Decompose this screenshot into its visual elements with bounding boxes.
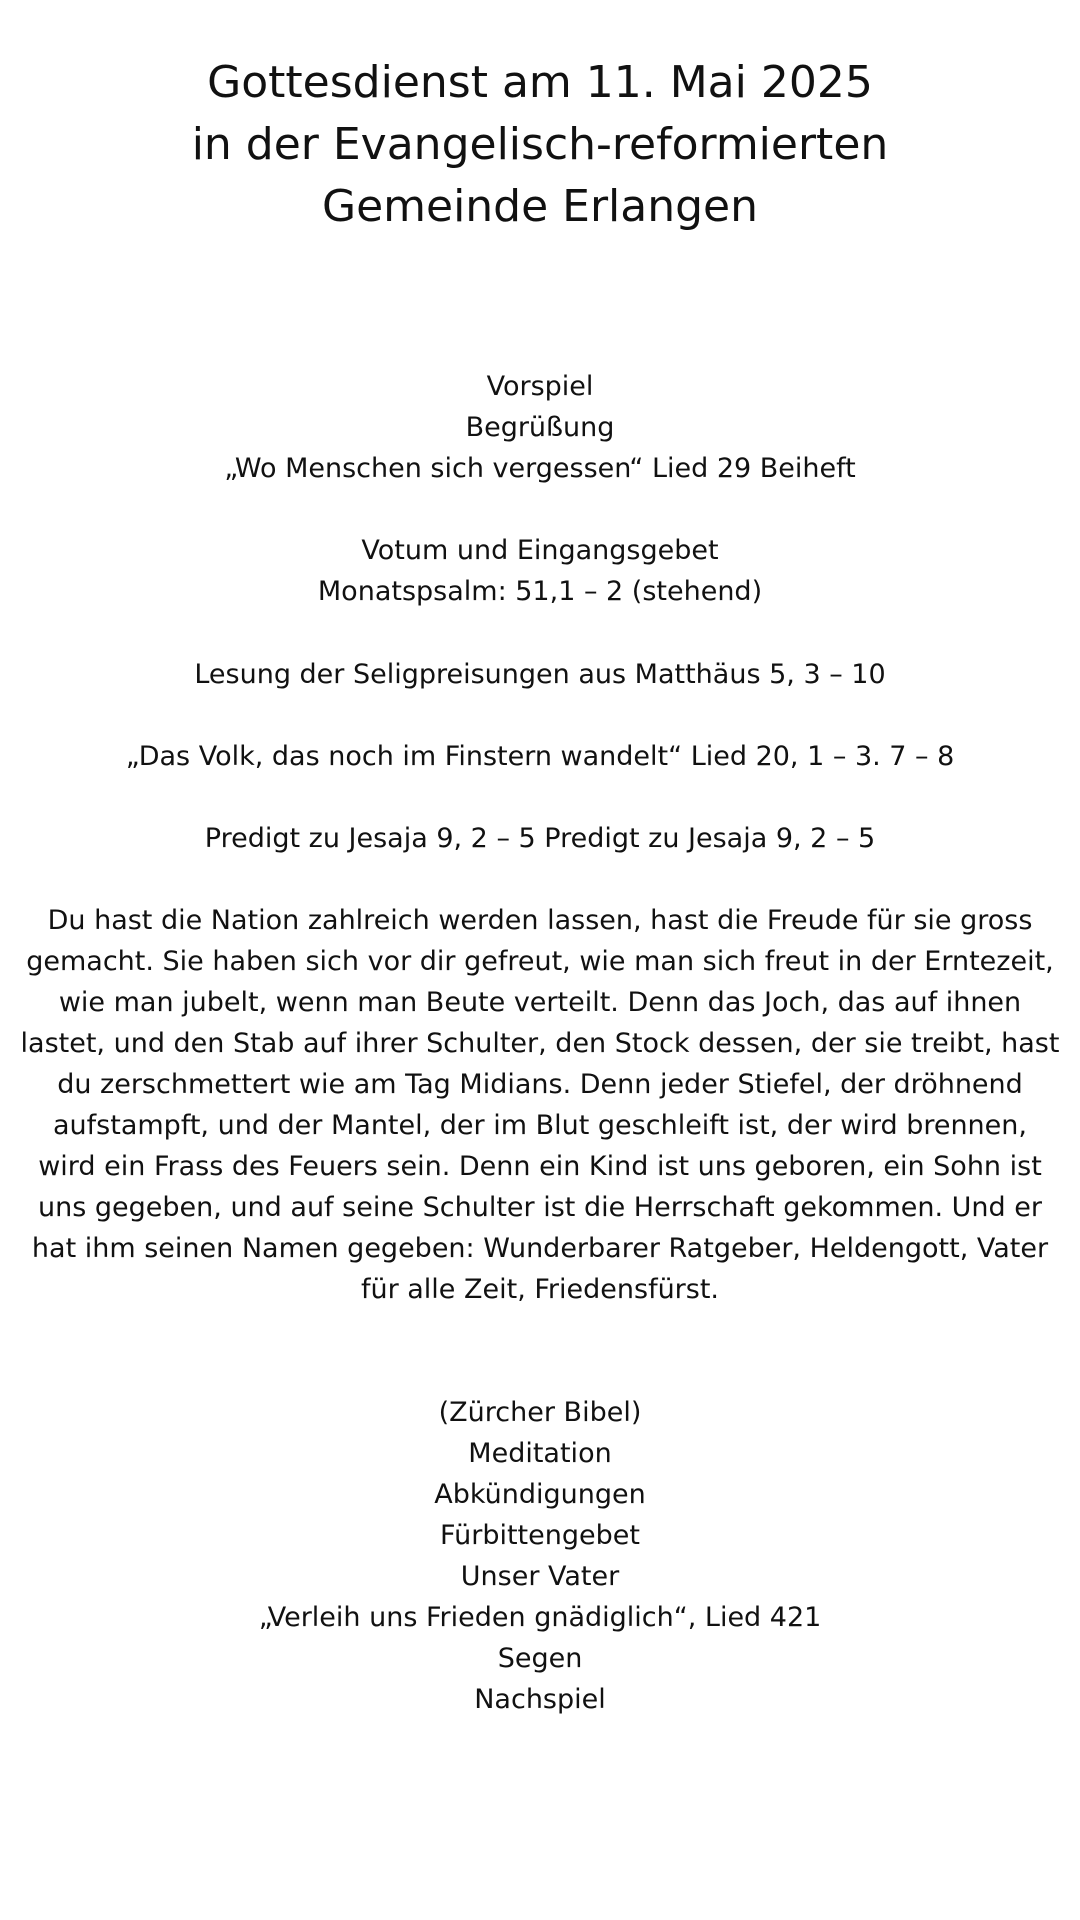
order-item-votum: Votum und Eingangsgebet — [361, 535, 719, 566]
scripture-line: für alle Zeit, Friedensfürst. — [360, 1274, 720, 1305]
scripture-source: (Zürcher Bibel) — [438, 1397, 642, 1428]
scripture-text — [0, 900, 1080, 1310]
order-item-nachspiel: Nachspiel — [474, 1684, 606, 1715]
order-item-meditation: Meditation — [468, 1438, 612, 1469]
page-title — [0, 52, 1080, 238]
scripture-line: Du hast die Nation zahlreich werden lassen, hast die Freude für sie gross — [47, 905, 1033, 936]
scripture-line: wird ein Frass des Feuers sein. Denn ein Kind ist uns geboren, ein Sohn ist — [38, 1151, 1042, 1182]
title-line: Gottesdienst am 11. Mai 2025 — [207, 57, 873, 108]
order-item-hymn-421: „Verleih uns Frieden gnädiglich“, Lied 421 — [258, 1602, 822, 1633]
order-item-lesung: Lesung der Seligpreisungen aus Matthäus 5, 3 – 10 — [194, 659, 886, 690]
order-section-sermon — [0, 818, 1080, 859]
order-item-predigt: Predigt zu Jesaja 9, 2 – 5 Predigt zu Jesaja 9, 2 – 5 — [204, 823, 876, 854]
scripture-line: aufstampft, und der Mantel, der im Blut geschleift ist, der wird brennen, — [53, 1110, 1027, 1141]
order-item-psalm: Monatspsalm: 51,1 – 2 (stehend) — [317, 576, 763, 607]
order-item-segen: Segen — [497, 1643, 583, 1674]
order-section-hymn — [0, 736, 1080, 777]
scripture-line: gemacht. Sie haben sich vor dir gefreut, wie man sich freut in der Erntezeit, — [26, 946, 1054, 977]
scripture-line: hat ihm seinen Namen gegeben: Wunderbarer Ratgeber, Heldengott, Vater — [31, 1233, 1049, 1264]
order-section-closing — [0, 1392, 1080, 1720]
order-section-votum — [0, 530, 1080, 612]
order-item-begruessung: Begrüßung — [465, 412, 615, 443]
scripture-line: uns gegeben, und auf seine Schulter ist die Herrschaft gekommen. Und er — [38, 1192, 1042, 1223]
title-line: Gemeinde Erlangen — [321, 181, 759, 232]
order-item-abkuendigungen: Abkündigungen — [434, 1479, 646, 1510]
scripture-line: lastet, und den Stab auf ihrer Schulter, den Stock dessen, der sie treibt, hast — [20, 1028, 1060, 1059]
order-item-opening-hymn: „Wo Menschen sich vergessen“ Lied 29 Beiheft — [224, 453, 856, 484]
order-item-fuerbittengebet: Fürbittengebet — [440, 1520, 640, 1551]
title-line: in der Evangelisch-reformierten — [191, 119, 889, 170]
order-item-hymn-20: „Das Volk, das noch im Finstern wandelt“ Lied 20, 1 – 3. 7 – 8 — [125, 741, 955, 772]
scripture-line: wie man jubelt, wenn man Beute verteilt. Denn das Joch, das auf ihnen — [58, 987, 1022, 1018]
order-section-reading — [0, 654, 1080, 695]
scripture-line: du zerschmettert wie am Tag Midians. Denn jeder Stiefel, der dröhnend — [57, 1069, 1023, 1100]
order-item-unser-vater: Unser Vater — [460, 1561, 620, 1592]
order-item-vorspiel: Vorspiel — [486, 371, 594, 402]
order-section-opening — [0, 366, 1080, 489]
